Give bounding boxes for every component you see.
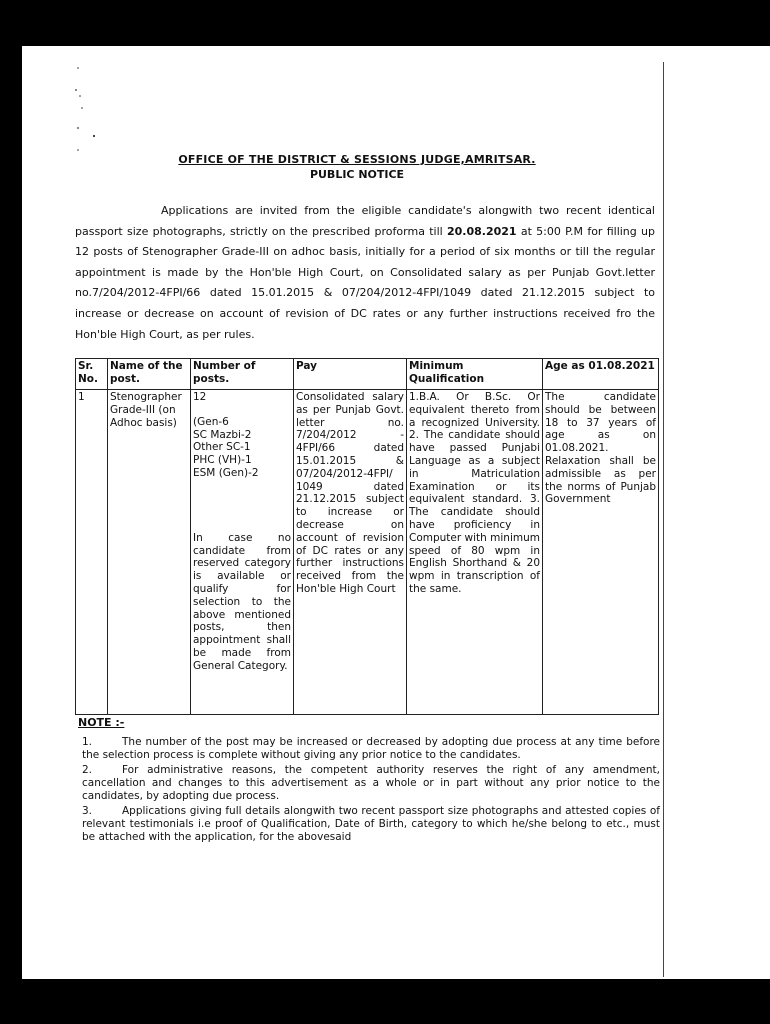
note-item <box>82 736 660 762</box>
note-text: The number of the post may be increased or decreased by adopting due process at any time before the selection process is complete without giving any prior notice to the candidates. <box>82 736 660 761</box>
posts-note: In case no candidate from reserved category is available or qualify for selection to the above mentioned posts, then appointment shall be made from General Category. <box>193 531 291 672</box>
scanned-page <box>22 46 770 979</box>
header-number: Number of posts. <box>191 359 294 390</box>
posts-breakup-item: SC Mazbi-2 <box>193 428 252 441</box>
posts-breakup-item: (Gen-6 <box>193 415 229 428</box>
note-item <box>82 805 660 844</box>
office-title: OFFICE OF THE DISTRICT & SESSIONS JUDGE,AMRITSAR. <box>178 153 536 166</box>
note-number: 1. <box>82 736 93 748</box>
header-pay: Pay <box>294 359 407 390</box>
header-post: Name of the post. <box>108 359 191 390</box>
cell-sr: 1 <box>76 390 108 715</box>
header-qualification: Minimum Qualification <box>407 359 543 390</box>
notice-paragraph <box>75 201 655 345</box>
posts-breakup-item: PHC (VH)-1 <box>193 454 252 467</box>
note-number: 2. <box>82 764 93 776</box>
intro-text-1: Applications are invited from the eligible candidate's alongwith two recent identical passport size photographs, strictly on the prescribed proforma till <box>75 204 655 238</box>
intro-text-2: at 5:00 P.M for filling up 12 posts of Stenographer Grade-III on adhoc basis, initially for a period of six months or till the regular appointment is made by the Hon'ble High Court, on Consolidated salary as per Punjab Govt.letter no.7/204/2012-4FPI/66 dated 15.01.2015 & 07/204/2012-4FPI/1049 dated 21.12.2015 subject to increase or decrease on account of revision of DC rates or any further instructions received fro the Hon'ble High Court, as per rules. <box>75 224 655 341</box>
deadline-date: 20.08.2021 <box>446 224 517 238</box>
note-label: NOTE :- <box>78 716 125 729</box>
notice-title: PUBLIC NOTICE <box>309 168 405 181</box>
cell-pay: Consolidated salary as per Punjab Govt. letter no. 7/204/2012 - 4FPI/66 dated 15.01.2015 & 07/204/2012-4FPI/ 1049 dated 21.12.2015 subject to increase or decrease on account of revision of DC rates or any further instructions received from the Hon'ble High Court <box>294 390 407 715</box>
cell-age: The candidate should be between 18 to 37 years of age as on 01.08.2021. Relaxation shall be admissible as per the norms of Punjab Government <box>543 390 659 715</box>
posts-table <box>75 358 659 715</box>
posts-breakup-item: Other SC-1 <box>193 441 251 454</box>
cell-qualification: 1.B.A. Or B.Sc. Or equivalent thereto from a recognized University. 2. The candidate should have passed Punjabi Language as a subject in Matriculation Examination or its equivalent standard. 3. The candidate should have proficiency in Computer with minimum speed of 80 wpm in English Shorthand & 20 wpm in transcription of the same. <box>407 390 543 715</box>
note-item <box>82 764 660 803</box>
note-list <box>82 736 660 846</box>
posts-total: 12 <box>193 391 207 403</box>
cell-post: Stenographer Grade-III (on Adhoc basis) <box>108 390 191 715</box>
margin-rule <box>663 62 664 977</box>
note-text: Applications giving full details alongwith two recent passport size photographs and attested copies of relevant testimonials i.e proof of Qualification, Date of Birth, category to which he/she belong to etc., must be attached with the application, for the abovesaid <box>82 805 660 843</box>
note-text: For administrative reasons, the competent authority reserves the right of any amendment, cancellation and changes to this advertisement as a whole or in part without any prior notice to the candidates, by adopting due process. <box>82 764 660 802</box>
table-row <box>76 390 659 715</box>
cell-number <box>191 390 294 715</box>
scan-marks <box>72 66 112 166</box>
header-sr: Sr. No. <box>76 359 108 390</box>
header-age: Age as 01.08.2021 <box>543 359 659 390</box>
table-header-row <box>76 359 659 390</box>
note-number: 3. <box>82 805 93 817</box>
posts-breakup-item: ESM (Gen)-2 <box>193 466 259 479</box>
